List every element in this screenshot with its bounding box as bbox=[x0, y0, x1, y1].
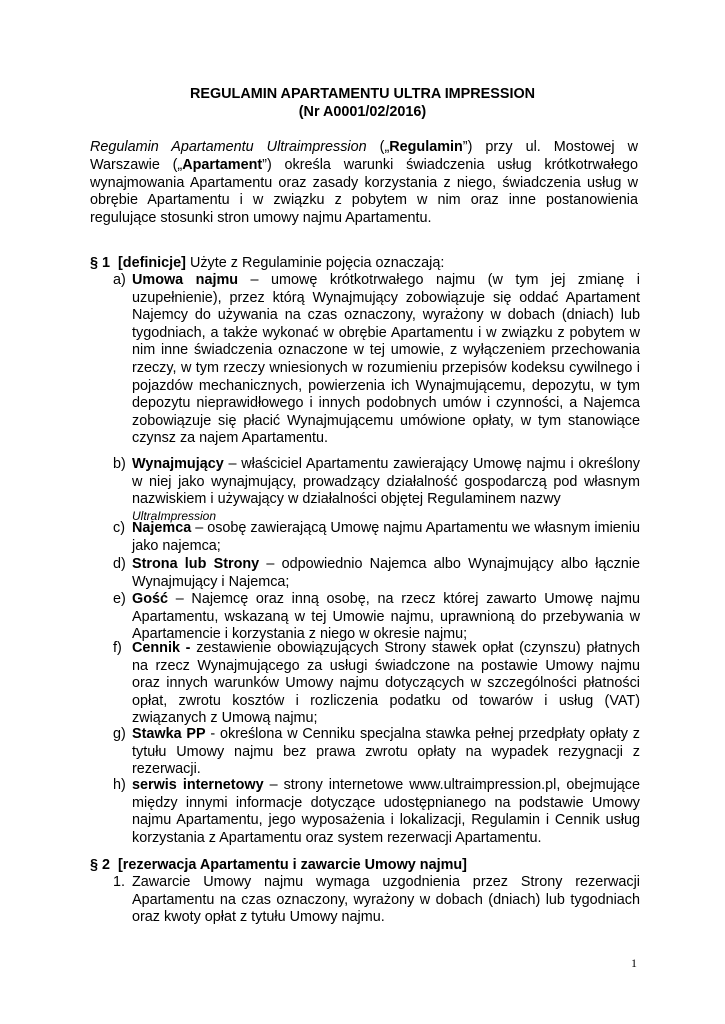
definition-term: Strona lub Strony bbox=[132, 556, 260, 572]
definition-item-c: c) Najemca – osobę zawierającą Umowę najmu Apartamentu we własnym imieniu jako najemca; bbox=[113, 520, 640, 554]
definition-term: Wynajmujący bbox=[132, 456, 224, 472]
definition-term: Stawka PP bbox=[132, 726, 206, 742]
intro-term-regulamin: Regulamin bbox=[389, 139, 463, 155]
section-1-heading: § 1 [definicje] Użyte z Regulaminie pojęcia oznaczają: bbox=[90, 255, 445, 271]
brand-name: UltraImpression bbox=[132, 508, 217, 523]
definition-item-g: g) Stawka PP - określona w Cenniku specjalna stawka pełnej przedpłaty opłaty z tytułu Umowy najmu bez prawa zwrotu opłaty na wypadek rezygnacji z rezerwacji. bbox=[113, 726, 640, 778]
section-2-heading: § 2 [rezerwacja Apartamentu i zawarcie Umowy najmu] bbox=[90, 857, 467, 873]
definition-item-a: a) Umowa najmu – umowę krótkotrwałego najmu (w tym jej zmianę i uzupełnienie), przez którą Wynajmujący zobowiązuje się oddać Apartament Najemcy do używania na czas oznaczony, wyrażony w dobach (dniach) lub tygodniach, a także wykonać w obrębie Apartamentu i w związku z pobytem w nim inne świadczenia oznaczone w tej umowie, z wyłączeniem przechowania rzeczy, w tym rzeczy wniesionych w rozumieniu przepisów kodeksu cywilnego i pojazdów mechanicznych, powierzenia ich Wynajmującemu, depozytu, w tym depozytu nieprawidłowego i innych podobnych umów i czynności, a Najemca zobowiązuje się płacić Wynajmującemu umówione opłaty, w tym stanowiące czynsz za najem Apartamentu. bbox=[113, 272, 640, 447]
page-number: 1 bbox=[631, 956, 637, 970]
document-title: REGULAMIN APARTAMENTU ULTRA IMPRESSION bbox=[189, 86, 536, 102]
definition-item-h: h) serwis internetowy – strony internetowe www.ultraimpression.pl, obejmujące między innymi informacje dotyczące udostępnianego na podstawie Umowy najmu Apartamentu, jego wyposażenia i lokalizacji, Regulamin i Cennik usług korzystania z Apartamentu oraz system rezerwacji Apartamentu. bbox=[113, 777, 640, 846]
section-2-title: [rezerwacja Apartamentu i zawarcie Umowy najmu] bbox=[118, 857, 467, 873]
definition-item-f: f) Cennik - zestawienie obowiązujących Strony stawek opłat (czynszu) płatnych na rzecz Wynajmującego za usługi świadczone na postawie Umowy najmu oraz innych warunków Umowy najmu dotyczących w szczególności płatności opłat, zwrotu kosztów i rozliczenia podatku od towarów i usług (VAT) związanych z Umową najmu; bbox=[113, 640, 640, 727]
intro-term-apartament: Apartament bbox=[182, 156, 263, 173]
intro-paragraph: Regulamin Apartamentu Ultraimpression („Regulamin”) przy ul. Mostowej w Warszawie („Apartament”) określa warunki świadczenia usług krótkotrwałego wynajmowania Apartamentu oraz zasady korzystania z niego, świadczenia usług w obrębie Apartamentu i w związku z pobytem w nim oraz inne postanowienia regulujące stosunki stron umowy najmu Apartamentu. bbox=[90, 139, 638, 227]
definition-term: Cennik - bbox=[132, 640, 191, 656]
definition-item-b: b) Wynajmujący – właściciel Apartamentu zawierający Umowę najmu i określony w niej jako wynajmujący, prowadzący działalność gospodarczą pod własnym nazwiskiem i używający w działalności objętej Regulaminem nazwy UltraImpression bbox=[113, 456, 640, 523]
definition-term: serwis internetowy bbox=[132, 777, 264, 793]
intro-regulamin-name: Regulamin Apartamentu Ultraimpression bbox=[90, 139, 367, 155]
definition-term: Gość bbox=[132, 591, 168, 607]
definition-term: Najemca bbox=[132, 520, 192, 536]
section-1-title: [definicje] bbox=[118, 255, 186, 271]
definition-item-e: e) Gość – Najemcę oraz inną osobę, na rzecz której zawarto Umowę najmu Apartamentu, wskazaną w tej Umowie najmu, uprawnioną do przebywania w Apartamencie i korzystania z niego w okresie najmu; bbox=[113, 591, 640, 643]
definition-term: Umowa najmu bbox=[132, 272, 239, 288]
definition-item-d: d) Strona lub Strony – odpowiednio Najemca albo Wynajmujący albo łącznie Wynajmujący i Najemca; bbox=[113, 556, 641, 590]
section-2-item-1: 1. Zawarcie Umowy najmu wymaga uzgodnienia przez Strony rezerwacji Apartamentu na czas oznaczony, wyrażony w dobach (dniach) lub tygodniach oraz kwoty opłat z tytułu Umowy najmu. bbox=[113, 874, 640, 926]
document-number: (Nr A0001/02/2016) bbox=[298, 104, 427, 120]
